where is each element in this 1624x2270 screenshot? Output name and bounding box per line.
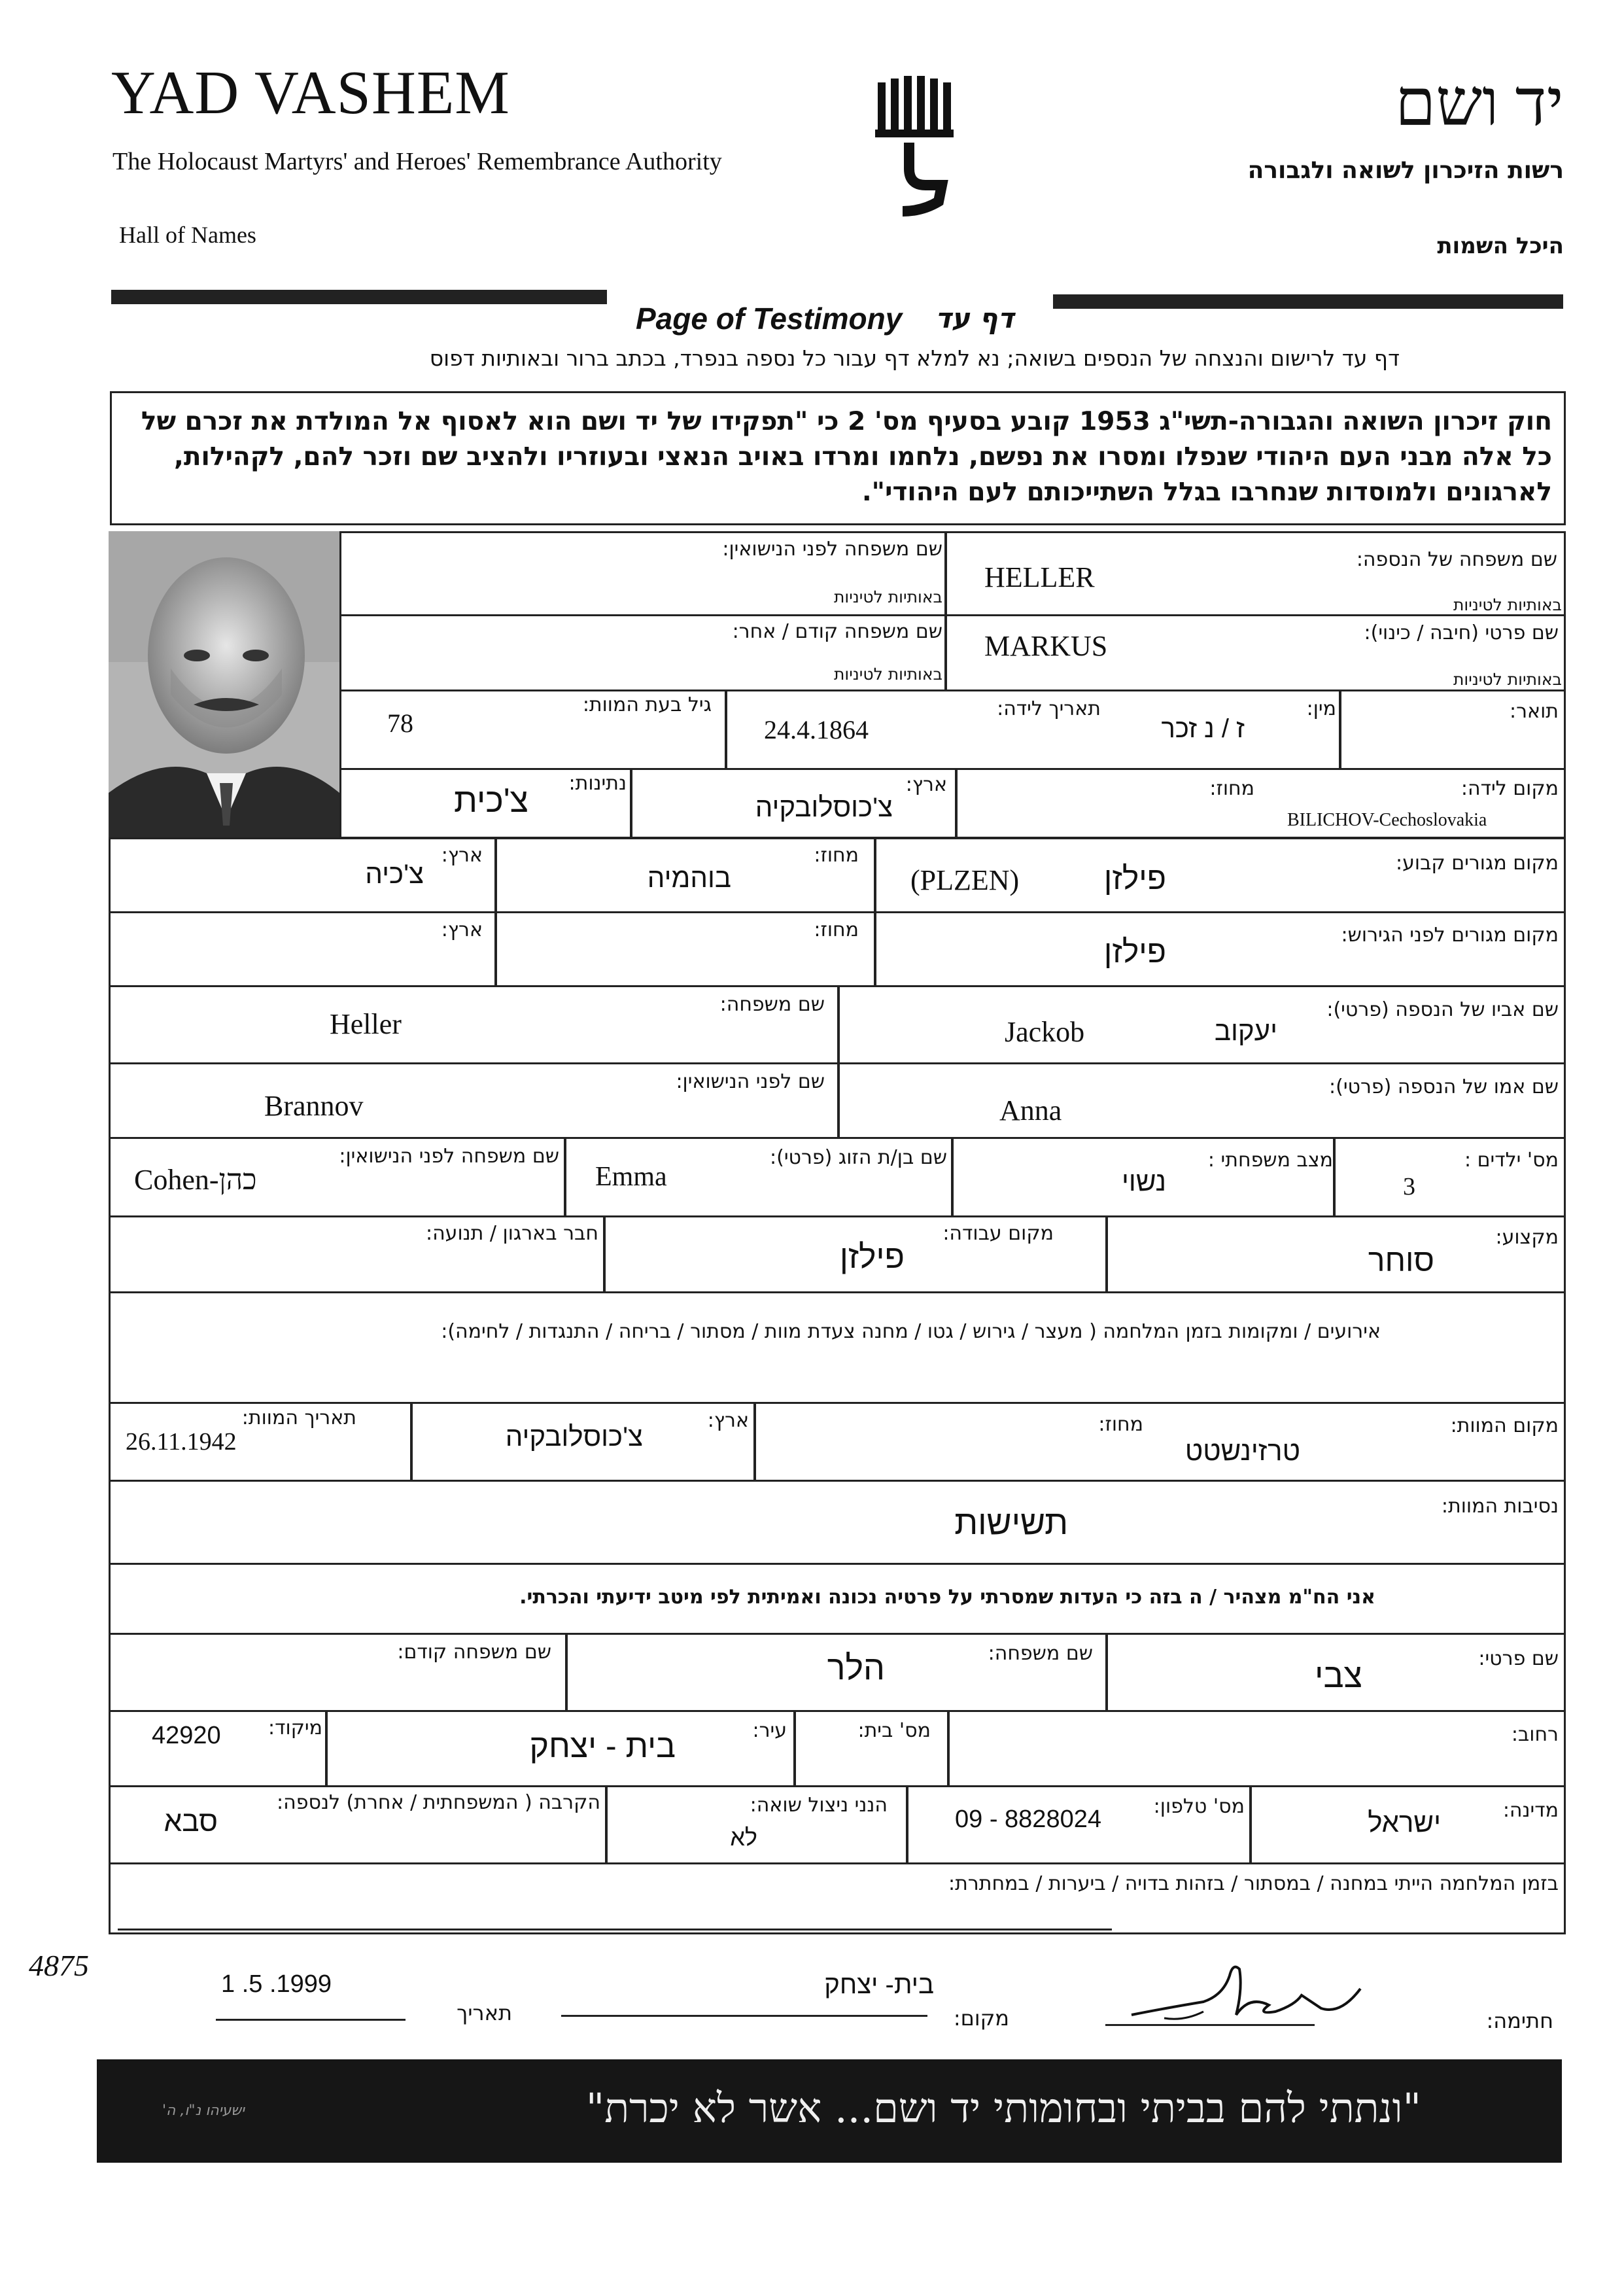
birthplace-label: מקום לידה:	[1460, 777, 1559, 800]
death-cause-label: נסיבות המוות:	[1441, 1495, 1559, 1518]
signature-underline	[1105, 2024, 1315, 2026]
submitter-surname-label: שם משפחה:	[988, 1642, 1093, 1665]
age-label: גיל בעת המוות:	[582, 693, 712, 716]
children-label: מס' ילדים :	[1464, 1149, 1559, 1172]
surname-hint: באותיות לטיניות	[1453, 595, 1562, 614]
signature-icon	[1125, 1949, 1400, 2034]
sex-value[interactable]: ז / נ זכר	[1161, 714, 1245, 743]
residence-country-value[interactable]: צ'כיה	[365, 858, 424, 889]
divider	[1249, 1786, 1252, 1864]
divider	[1105, 1633, 1108, 1711]
father-value-en[interactable]: Jackob	[1005, 1016, 1085, 1048]
death-cause-value[interactable]: תשישות	[954, 1504, 1068, 1542]
divider	[1105, 1216, 1108, 1293]
death-date-value[interactable]: 26.11.1942	[126, 1428, 237, 1456]
relation-label: הקרבה ( המשפחתית / אחרת) לנספה:	[277, 1791, 600, 1814]
mother-maiden-value[interactable]: Brannov	[264, 1090, 364, 1122]
divider	[564, 1138, 566, 1217]
divider	[753, 1403, 756, 1481]
law-text-line-2: כל אלה מבני העם היהודי שנפלו ומסרו את נפשם, נלחמו ומרדו באויב הנאצי ובעוזריו ולהציב שם וזכר להם, לקהילות,	[174, 442, 1552, 472]
death-place-value[interactable]: טרזינשטט	[1184, 1435, 1300, 1466]
signature-label: חתימה:	[1486, 2008, 1553, 2033]
divider	[1333, 1138, 1336, 1217]
death-region-label: מחוז:	[1098, 1413, 1143, 1436]
divider	[1339, 690, 1341, 769]
submitter-prev-surname-label: שם משפחה קודם:	[397, 1641, 551, 1664]
residence-region-label: מחוז:	[814, 844, 859, 867]
submitter-firstname-label: שם פרטי:	[1478, 1647, 1559, 1670]
death-country-value[interactable]: צ'כוסלובקיה	[505, 1421, 643, 1452]
divider	[951, 1138, 954, 1217]
maiden-name-hint: באותיות לטיניות	[833, 587, 942, 606]
divider	[630, 769, 632, 838]
predeportation-country-label: ארץ:	[441, 918, 483, 941]
place-underline	[561, 2015, 927, 2017]
law-text-line-3: לארגונים ולמוסדות שנחרבו בגלל השתייכותם לעם היהודי".	[861, 478, 1552, 507]
maiden-name-label: שם משפחה לפני הנישואין:	[722, 538, 942, 561]
city-value[interactable]: בית - יצחק	[529, 1728, 676, 1764]
relation-value[interactable]: סבא	[164, 1806, 218, 1838]
portrait-image	[109, 531, 339, 837]
divider	[944, 533, 947, 616]
place-value[interactable]: בית- יצחק	[824, 1970, 934, 1999]
authority-name-he: רשות הזיכרון לשואה ולגבורה	[1247, 157, 1564, 184]
divider	[837, 1063, 840, 1138]
divider	[603, 1216, 606, 1293]
divider	[494, 912, 497, 987]
birth-country-value[interactable]: צ'כוסלובקיה	[755, 792, 893, 822]
phone-value[interactable]: 09 - 8828024	[955, 1806, 1101, 1833]
divider	[565, 1633, 568, 1711]
birth-region-label: מחוז:	[1209, 777, 1254, 800]
country-value[interactable]: ישראל	[1368, 1807, 1441, 1838]
divider	[725, 690, 727, 769]
profession-value[interactable]: סוחר	[1368, 1244, 1434, 1278]
street-label: רחוב:	[1511, 1723, 1559, 1746]
firstname-value[interactable]: MARKUS	[984, 630, 1108, 662]
divider	[494, 838, 497, 913]
marital-value[interactable]: נשוי	[1122, 1166, 1166, 1196]
yad-vashem-logo	[863, 71, 968, 221]
dob-label: תאריך לידה:	[997, 697, 1101, 720]
mother-label: שם אמו של הנספה (פרטי):	[1329, 1075, 1559, 1098]
footer-source: ישעיהו נ"ו, ה'	[162, 2103, 245, 2119]
predeportation-label: מקום מגורים לפני הגירוש:	[1341, 924, 1559, 947]
mother-value[interactable]: Anna	[999, 1094, 1062, 1126]
divider	[793, 1711, 796, 1787]
birthplace-value[interactable]: BILICHOV-Cechoslovakia	[1287, 810, 1487, 830]
divider	[874, 838, 876, 913]
nationality-value[interactable]: צ'כית	[454, 782, 528, 820]
spouse-maiden-value[interactable]: Cohen-כהן	[134, 1164, 257, 1196]
place-label: מקום:	[953, 2006, 1009, 2031]
birth-country-label: ארץ:	[905, 773, 947, 796]
children-value[interactable]: 3	[1403, 1173, 1415, 1200]
survivor-value[interactable]: לא	[730, 1824, 757, 1851]
date-value[interactable]: 1 .5 .1999	[221, 1970, 332, 1998]
firstname-hint: באותיות לטיניות	[1453, 670, 1562, 689]
prev-surname-hint: באותיות לטיניות	[833, 665, 942, 684]
row-events	[109, 1291, 1566, 1404]
submitter-firstname-value[interactable]: צבי	[1315, 1657, 1362, 1695]
law-text-line-1: חוק זיכרון השואה והגבורה-תשי"ג 1953 קובע בסעיף מס' 2 כי "תפקידו של יד ושם הוא לאסוף אל המולדת את זכרם של	[141, 407, 1552, 436]
marital-label: מצב משפחתי :	[1207, 1149, 1333, 1172]
events-label: אירועים / ומקומות בזמן המלחמה ( מעצר / גירוש / גטו / מחנה צעדת מוות / מסתור / בריחה / התנגדות / לחימה):	[441, 1320, 1381, 1343]
wartime-underline	[118, 1929, 1112, 1930]
spouse-maiden-label: שם משפחה לפני הנישואין:	[339, 1145, 559, 1168]
residence-country-label: ארץ:	[441, 844, 483, 867]
country-label: מדינה:	[1502, 1799, 1559, 1822]
phone-label: מס' טלפון:	[1153, 1795, 1245, 1818]
title-label: תואר:	[1510, 700, 1559, 723]
zip-value[interactable]: 42920	[152, 1722, 221, 1749]
declaration-text: אני הח"מ מצהיר / ה בזה כי העדות שמסרתי על פרטיה נכונה ואמיתית לפי מיטב ידיעתי והכרתי.	[519, 1586, 1375, 1609]
sex-label: מין:	[1306, 697, 1336, 720]
row-profession	[109, 1215, 1566, 1293]
dob-value[interactable]: 24.4.1864	[764, 715, 869, 744]
organization-label: חבר בארגון / תנועה:	[425, 1222, 598, 1245]
father-value-he[interactable]: יעקוב	[1214, 1015, 1277, 1046]
title-bar-left	[111, 290, 607, 304]
divider	[325, 1711, 328, 1787]
profession-label: מקצוע:	[1495, 1226, 1559, 1249]
row-surname	[339, 531, 1566, 616]
divider	[605, 1786, 608, 1864]
divider	[906, 1786, 908, 1864]
date-label: תאריך	[457, 2000, 512, 2025]
predeportation-region-label: מחוז:	[814, 918, 859, 941]
footer-verse: "ונתתי להם בביתי ובחומותי יד ושם... אשר לא יכרת"	[585, 2084, 1421, 2132]
title-bar-right	[1053, 294, 1563, 309]
form-title-en: Page of Testimony	[636, 302, 903, 336]
hall-of-names-en: Hall of Names	[119, 222, 256, 248]
residence-region-value[interactable]: בוהמיה	[647, 862, 731, 893]
row-death-cause	[109, 1480, 1566, 1565]
residence-value-en[interactable]: (PLZEN)	[910, 864, 1020, 896]
city-label: עיר:	[752, 1719, 787, 1742]
surname-value[interactable]: HELLER	[984, 561, 1095, 593]
signature[interactable]	[1125, 1949, 1400, 2034]
death-place-label: מקום המוות:	[1450, 1414, 1559, 1437]
divider	[955, 769, 958, 838]
spouse-label: שם בן/ת הזוג (פרטי):	[770, 1146, 947, 1169]
spouse-value[interactable]: Emma	[595, 1162, 667, 1192]
predeportation-value[interactable]: פילזן	[1103, 935, 1166, 969]
divider	[410, 1403, 413, 1481]
wartime-label: בזמן המלחמה הייתי במחנה / במסתור / בזהות בדויה / ביערות / במחתרת:	[948, 1872, 1559, 1895]
margin-note: 4875	[29, 1949, 89, 1982]
workplace-value[interactable]: פילזן	[839, 1238, 905, 1275]
org-name-en: YAD VASHEM	[111, 59, 510, 127]
workplace-label: מקום עבודה:	[942, 1222, 1054, 1245]
father-surname-label: שם משפחה:	[719, 993, 825, 1016]
father-label: שם אביו של הנספה (פרטי):	[1326, 998, 1559, 1021]
date-underline	[216, 2019, 406, 2021]
mother-maiden-label: שם לפני הנישואין:	[676, 1070, 825, 1093]
logo-icon	[863, 71, 968, 221]
nationality-label: נתינות:	[568, 772, 627, 795]
death-date-label: תאריך המוות:	[241, 1406, 356, 1429]
surname-label: שם משפחה של הנספה:	[1356, 548, 1557, 571]
form-subtitle: דף עד לרישום והנצחה של הנספים בשואה; נא למלא דף עבור כל נספה בנפרד, בכתב ברור ובאותיות דפוס	[429, 345, 1400, 371]
form-title-he: דף עד	[935, 302, 1014, 334]
survivor-label: הנני ניצול שואה:	[750, 1794, 888, 1817]
zip-label: מיקוד:	[268, 1717, 322, 1739]
hall-of-names-he: היכל השמות	[1437, 233, 1564, 259]
victim-photo	[109, 531, 339, 837]
residence-value-he[interactable]: פילזן	[1103, 862, 1166, 896]
house-number-label: מס' בית:	[857, 1719, 931, 1742]
authority-name-en: The Holocaust Martyrs' and Heroes' Remembrance Authority	[112, 148, 722, 175]
row-title-sex-dob	[339, 690, 1566, 770]
org-name-he: יד ושם	[1394, 67, 1564, 139]
divider	[944, 615, 947, 691]
residence-label: מקום מגורים קבוע:	[1396, 852, 1559, 875]
firstname-label: שם פרטי (חיבה / כינוי):	[1364, 621, 1559, 644]
death-country-label: ארץ:	[707, 1409, 749, 1432]
father-surname-value[interactable]: Heller	[330, 1008, 402, 1040]
divider	[874, 912, 876, 987]
divider	[947, 1711, 950, 1787]
prev-surname-label: שם משפחה קודם / אחר:	[732, 620, 942, 643]
submitter-surname-value[interactable]: הלר	[827, 1649, 885, 1687]
age-value[interactable]: 78	[387, 708, 413, 738]
divider	[837, 986, 840, 1064]
